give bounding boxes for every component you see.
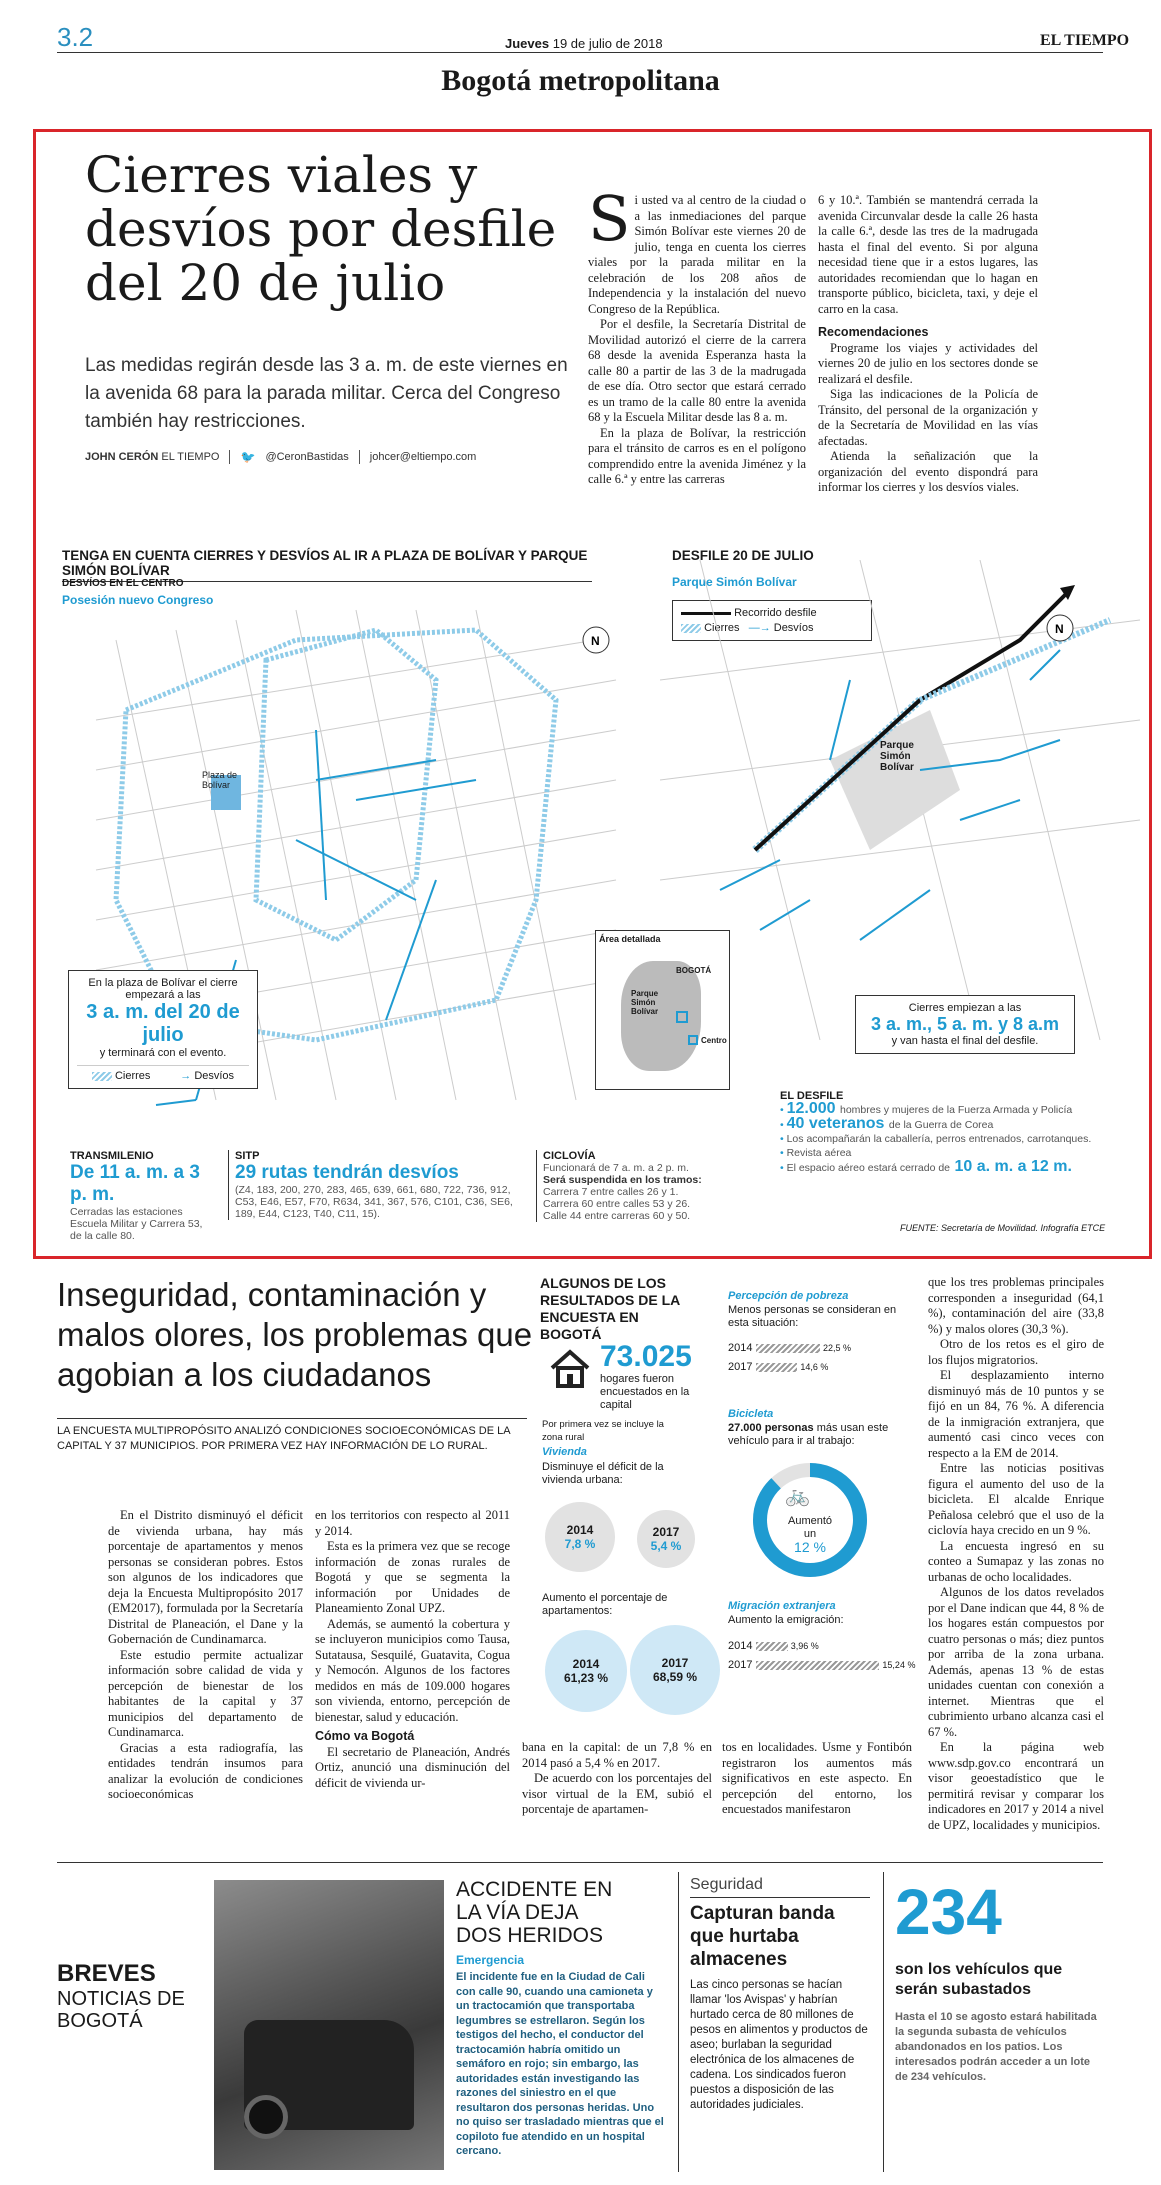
- survey-col-4: [722, 1740, 912, 1818]
- desfile-highlight: 12.000: [786, 1100, 840, 1117]
- parque-area: [830, 710, 960, 850]
- accident-text: El incidente fue en la Ciudad de Cali con calle 90, cuando una camioneta y un tractocamión que transportaba legumbres se estrellaron. Según los testigos del hecho, el conductor del tractocamión habría omitido un semáforo en rojo; sin embargo, las autoridades están investigando las razones del siniestro en el que resultaron dos personas heridas. Uno no quiso ser trasladado mientras que el copiloto fue atendido en un hospital cercano.: [456, 1971, 664, 2157]
- byline-divider: [229, 450, 230, 464]
- paragraph: Otro de los retos es el giro de los flujos migratorios.: [928, 1337, 1104, 1367]
- paragraph: Entre las noticias positivas figura el aumento del uso de la bicicleta. El alcalde Enrique Peñalosa celebró que el uso de la ciclovía haya crecido en un 9 %.: [928, 1461, 1104, 1537]
- bar-mark: [756, 1363, 798, 1372]
- paragraph: El desplazamiento interno disminuyó más de 10 puntos y se fijó en un 84, 76 %. A diferencia de la inmigración extranjera, que aumentó casi cinco veces con respecto a la EM de 2014.: [928, 1368, 1104, 1460]
- vivienda-text: Disminuye el déficit de la vivienda urbana:: [542, 1461, 664, 1486]
- survey-headline: Inseguridad, contaminación y malos olores, los problemas que agobian a los ciudadanos: [57, 1276, 533, 1393]
- divider: [883, 1872, 884, 2172]
- inset-bogota: BOGOTÁ: [676, 966, 712, 975]
- breves-title: BREVES: [57, 1960, 156, 1987]
- main-headline: Cierres viales y desvíos por desfile del 20 de julio: [85, 146, 557, 312]
- info-highlight: 3 a. m. del 20 de julio: [86, 1001, 240, 1046]
- legend-desvios: → Desvíos: [180, 1070, 235, 1082]
- paragraph: Por el desfile, la Secretaría Distrital de Movilidad autorizó el cierre de la carrera 68 desde la avenida Esperanza hasta la calle 80 a partir de las 3 de la madrugada de ese día. Otro sector que estará cerrado es un tramo de la calle 80 entre la avenida 68 y la Escuela Militar desde las 8 a. m.: [588, 317, 806, 424]
- closure-strip-2: [920, 620, 1110, 700]
- legend-right-row: Cierres —→ Desvíos: [681, 622, 863, 634]
- parade-map: [660, 560, 1150, 1060]
- paragraph: Además, se aumentó la cobertura y se incluyeron municipios como Tausa, Sutatausa, Sesquilé, Guatavita, Cogua y Nemocón. Algunos de los factores medidos en más de 109.000 hogares son vivienda, entorno, percepción de bienestar, salud y educación.: [315, 1616, 510, 1724]
- byline-handle[interactable]: @CeronBastidas: [265, 451, 349, 463]
- compass-letter: N: [591, 634, 600, 648]
- paragraph: Algunos de los datos revelados por el Dane indican que 44, 8 % de los hogares están compuestos por cuatro personas o más; diez puntos por arriba de la zona urbana. Además, apenas 13 % de estas unidades cuentan con conexión a internet. Mientras que el cubrimiento urbano alcanza casi el 67 %.: [928, 1585, 1104, 1739]
- header-rule: [57, 52, 1103, 53]
- pobreza-bars: 2014 22,5 % 2017 14,6 %: [728, 1342, 851, 1373]
- subhead: Cómo va Bogotá: [315, 1729, 415, 1743]
- households-number: 73.025: [600, 1340, 692, 1373]
- bici-title: Bicicleta: [728, 1408, 774, 1420]
- date-day: Jueves: [505, 36, 550, 51]
- left-map-sub1: DESVÍOS EN EL CENTRO: [62, 578, 184, 589]
- cic-line: Funcionará de 7 a. m. a 2 p. m.: [543, 1162, 689, 1174]
- security-headline: Capturan banda que hurtaba almacenes: [690, 1903, 835, 1970]
- ciclovia-box: [536, 1150, 756, 1222]
- tm-text: Cerradas las estaciones Escuela Militar y Carrera 53, de la calle 80.: [70, 1206, 203, 1242]
- parade-info-box: [855, 995, 1075, 1054]
- paragraph: tos en localidades. Usme y Fontibón registraron los aumentos más significativos en este aspecto. En percepción del entorno, los encuestados manifestaron: [722, 1740, 912, 1816]
- bullet-icon: •: [780, 1119, 787, 1131]
- divider: [678, 1872, 679, 2172]
- survey-col-2: [315, 1508, 510, 1791]
- households-text: hogares fueron encuestados en la capital: [600, 1373, 690, 1411]
- survey-col-5: [928, 1275, 1104, 1833]
- vivienda-title: Vivienda: [542, 1446, 587, 1458]
- accident-photo: [214, 1880, 444, 2170]
- section-title: Bogotá metropolitana: [441, 64, 720, 97]
- paragraph: Este estudio permite actualizar información sobre calidad de vida y percepción de bienestar de los habitantes de la capital y 37 municipios del departamento de Cundinamarca.: [108, 1647, 303, 1739]
- desfile-highlight: 40 veteranos: [786, 1115, 889, 1132]
- desfile-item: [780, 1132, 1140, 1146]
- bar-mark: [756, 1661, 880, 1670]
- desfile-highlight: 10 a. m. a 12 m.: [950, 1158, 1072, 1175]
- bullet-icon: •: [780, 1104, 787, 1116]
- pobreza-title: Percepción de pobreza: [728, 1290, 849, 1302]
- bici-inner: Aumentó un 12 %: [787, 1515, 833, 1555]
- article-column-2: [818, 193, 1038, 496]
- bar-mark: [756, 1642, 788, 1651]
- breves-subtitle: NOTICIAS DE BOGOTÁ: [57, 1988, 185, 2032]
- bullet-icon: •: [780, 1162, 787, 1174]
- breves-label: [57, 1960, 187, 2032]
- desfile-text: El espacio aéreo estará cerrado de: [786, 1162, 951, 1174]
- security-kicker: Seguridad: [690, 1876, 763, 1893]
- bici-text: 27.000 personas más usan este vehículo para ir al trabajo:: [728, 1422, 889, 1447]
- info-line: y van hasta el final del desfile.: [891, 1035, 1039, 1047]
- vehicles-headline: son los vehículos que serán subastados: [895, 1961, 1063, 1998]
- cic-line: Será suspendida en los tramos:: [543, 1174, 702, 1186]
- paragraph: i usted va al centro de la ciudad o a las inmediaciones del parque Simón Bolívar este viernes 20 de julio, tenga en cuenta los cierres viales por la parada militar en la celebración de los 208 años de Independencia y la instalación del nuevo Congreso de la República.: [588, 193, 806, 316]
- info-line: y terminará con el evento.: [99, 1047, 227, 1059]
- graphic-title: TENGA EN CUENTA CIERRES Y DESVÍOS AL IR A PLAZA DE BOLÍVAR Y PARQUE SIMÓN BOLÍVAR: [62, 548, 592, 582]
- survey-col-3: [522, 1740, 712, 1818]
- apt-2017-circle: 2017 68,59 %: [630, 1625, 720, 1715]
- desfile-text: Revista aérea: [786, 1147, 852, 1159]
- desfile-item: [780, 1117, 1140, 1132]
- viv-2014-circle: 2014 7,8 %: [545, 1502, 615, 1572]
- house-icon: [548, 1348, 592, 1388]
- byline-email[interactable]: johcer@eltiempo.com: [369, 451, 477, 463]
- cic-title: CICLOVÍA: [543, 1150, 596, 1162]
- paragraph: De acuerdo con los porcentajes del visor virtual de la EM, subió el porcentaje de apartamen-: [522, 1771, 712, 1816]
- sitp-box: [228, 1150, 528, 1220]
- desfile-text: hombres y mujeres de la Fuerza Armada y Policía: [839, 1104, 1073, 1116]
- desfile-text: Los acompañarán la caballería, perros entrenados, carrotanques.: [786, 1133, 1092, 1145]
- transmilenio-box: [70, 1150, 210, 1242]
- legend-recorrido: Recorrido desfile: [681, 607, 863, 619]
- paragraph: Gracias a esta radiografía, las entidades tendrán insumos para analizar la evolución de condiciones socioeconómicas: [108, 1740, 303, 1801]
- paragraph: en los territorios con respecto al 2011 y 2014.: [315, 1508, 510, 1538]
- pobreza-text: Menos personas se consideran en esta situación:: [728, 1304, 897, 1329]
- viv-2017-circle: 2017 5,4 %: [637, 1510, 695, 1568]
- issue-date: [505, 36, 663, 51]
- bullet-icon: •: [780, 1133, 787, 1145]
- stats-title: ALGUNOS DE LOS RESULTADOS DE LA ENCUESTA EN BOGOTÁ: [540, 1275, 680, 1342]
- survey-col-1: [108, 1508, 303, 1803]
- accident-kicker: Emergencia: [456, 1953, 525, 1967]
- apartments-text: Aumento el porcentaje de apartamentos:: [542, 1592, 668, 1617]
- brand-logo: EL TIEMPO: [1040, 32, 1130, 49]
- accident-headline: ACCIDENTE EN LA VÍA DEJA DOS HERIDOS: [456, 1878, 613, 1947]
- desfile-item: [780, 1160, 1140, 1175]
- desfile-list: [780, 1102, 1140, 1175]
- byline: [85, 450, 476, 464]
- tm-highlight: De 11 a. m. a 3 p. m.: [70, 1162, 200, 1205]
- apt-2014-circle: 2014 61,23 %: [545, 1630, 627, 1712]
- sitp-highlight: 29 rutas tendrán desvíos: [235, 1162, 459, 1183]
- survey-kicker: LA ENCUESTA MULTIPROPÓSITO ANALIZÓ CONDICIONES SOCIOECONÓMICAS DE LA CAPITAL Y 37 MUNICIPIOS. POR PRIMERA VEZ HAY INFORMACIÓN DE LO RURAL.: [57, 1425, 510, 1452]
- vehicles-number: 234: [895, 1876, 1002, 1948]
- info-line: Cierres empiezan a las: [908, 1002, 1022, 1014]
- inset-centro: Centro: [701, 1036, 727, 1045]
- info-highlight: 3 a. m., 5 a. m. y 8 a.m: [870, 1014, 1060, 1034]
- centro-info-box: [68, 970, 258, 1089]
- paragraph: Atienda la señalización que la organización del evento dispondrá para informar los cierres y los desvíos viales.: [818, 449, 1038, 494]
- mig-title: Migración extranjera: [728, 1600, 836, 1612]
- rule: [57, 1862, 1103, 1863]
- closure-inner: [256, 630, 436, 940]
- paragraph: En la página web www.sdp.gov.co encontrará un visor geoestadístico que le permitirá revisar y comparar los indicadores en 2017 y 2014 a nivel de UPZ, localidades y municipios.: [928, 1740, 1104, 1832]
- paragraph: Programe los viajes y actividades del viernes 20 de julio en los sectores donde se realizará el desfile.: [818, 340, 1038, 386]
- inset-title: Área detallada: [599, 934, 661, 944]
- paragraph: En el Distrito disminuyó el déficit de vivienda urbana, hay más porcentaje de apartamentos y menos personas se consideran pobres. Estos son algunos de los indicadores que deja la Encuesta Multipropósito 2017 (EM2017), formulada por la Secretaría Distrital de Planeación, el Dane y la Gobernación de Cundinamarca.: [108, 1508, 303, 1646]
- graphic-source: FUENTE: Secretaría de Movilidad. Infografía ETCE: [900, 1223, 1106, 1233]
- rule: [690, 1897, 870, 1898]
- subhead: Recomendaciones: [818, 325, 929, 339]
- drop-cap: S: [588, 182, 631, 255]
- left-map-sub2: Posesión nuevo Congreso: [62, 593, 214, 607]
- page-number: 3.2: [57, 22, 94, 52]
- tm-title: TRANSMILENIO: [70, 1150, 154, 1162]
- compass-letter: N: [1055, 622, 1064, 636]
- info-line: En la plaza de Bolívar el cierre empezará a las: [88, 977, 238, 1001]
- date-rest: 19 de julio de 2018: [552, 36, 663, 51]
- paragraph: 6 y 10.ª. También se mantendrá cerrada la avenida Circunvalar desde la calle 26 hasta la calle 6.ª, desde las tres de la madrugada hasta el final del evento. Si por alguna necesidad tiene que ir a estos lugares, las autoridades recomiendan que lo hagan en transporte público, bicicleta, taxi, y deje el carro en la casa.: [818, 193, 1038, 316]
- paragraph: Esta es la primera vez que se recoge información de zonas rurales de Bogotá y que se segmenta la información por Unidades de Planeamiento Zonal UPZ.: [315, 1539, 510, 1615]
- inset-parque: Parque Simón Bolívar: [631, 989, 659, 1016]
- paragraph: El secretario de Planeación, Andrés Ortiz, anunció una disminución del déficit de vivienda ur-: [315, 1744, 510, 1790]
- rural-note: Por primera vez se incluye la zona rural: [542, 1419, 664, 1443]
- rule: [57, 1418, 527, 1419]
- desfile-text: de la Guerra de Corea: [888, 1119, 994, 1131]
- paragraph: En la plaza de Bolívar, la restricción para el tránsito de carros es en el polígono comprendido entre la avenida Jiménez y la calle 6.ª y entre las carreras: [588, 425, 806, 486]
- right-map-title: DESFILE 20 DE JULIO: [672, 548, 814, 563]
- right-map-sub: Parque Simón Bolívar: [672, 575, 797, 589]
- bicycle-icon: 🚲: [785, 1485, 810, 1507]
- bullet-icon: •: [780, 1147, 787, 1159]
- parque-label: Parque Simón Bolívar: [880, 740, 914, 773]
- sitp-title: SITP: [235, 1150, 260, 1162]
- wheel-shape: [244, 2095, 288, 2139]
- cic-line: Carrera 7 entre calles 26 y 1.: [543, 1186, 679, 1198]
- vehicles-text: Hasta el 10 se agosto estará habilitada la segunda subasta de vehículos abandonados en los patios. Los interesados podrán acceder a un lote de 234 vehículos.: [895, 2011, 1097, 2083]
- twitter-icon: 🐦: [240, 450, 256, 464]
- paragraph: La encuesta ingresó en su conteo a Sumapaz y las zonas no urbanas de ocho localidades.: [928, 1538, 1104, 1584]
- paragraph: Siga las indicaciones de la Policía de Tránsito, del personal de la organización y de la Secretaría de Movilidad en las vías afectadas.: [818, 387, 1038, 448]
- bar-mark: [756, 1344, 820, 1353]
- desfile-title: EL DESFILE: [780, 1090, 844, 1102]
- cic-line: Calle 44 entre carreras 60 y 50.: [543, 1210, 691, 1222]
- paragraph: que los tres problemas principales corresponden a inseguridad (64,1 %), contaminación del aire (33,8 %) y malos olores (30,3 %).: [928, 1275, 1104, 1336]
- sitp-text: (Z4, 183, 200, 270, 283, 465, 639, 661, 680, 722, 736, 912, C53, E46, E57, F70, R634, 341, 367, 576, C101, C36, SE6, 189, E44, C123, T40, C11, 15).: [235, 1184, 513, 1220]
- legend-cierres: Cierres: [92, 1070, 151, 1082]
- mig-bars: 2014 3,96 % 2017 15,24 %: [728, 1640, 916, 1671]
- mig-text: Aumento la emigración:: [728, 1614, 844, 1626]
- security-text: Las cinco personas se hacían llamar 'los Avispas' y habrían hurtado cerca de 80 millones de pesos en alimentos y productos de aseo; burlaban la seguridad electrónica de los almacenes de cadena. Los sindicados fueron puestos a disposición de las autoridades judiciales.: [690, 1979, 868, 2111]
- article-column-1: [588, 182, 806, 488]
- byline-author: JOHN CERÓN EL TIEMPO: [85, 451, 220, 463]
- paragraph: bana en la capital: de un 7,8 % en 2014 pasó a 5,4 % en 2017.: [522, 1740, 712, 1770]
- plaza-label: Plaza de Bolívar: [202, 770, 238, 790]
- byline-divider: [359, 450, 360, 464]
- cic-line: Carrera 60 entre calles 53 y 26.: [543, 1198, 691, 1210]
- desfile-box: [780, 1090, 1140, 1175]
- main-dek: Las medidas regirán desde las 3 a. m. de este viernes en la avenida 68 para la parada militar. Cerca del Congreso también hay restricciones.: [85, 355, 568, 432]
